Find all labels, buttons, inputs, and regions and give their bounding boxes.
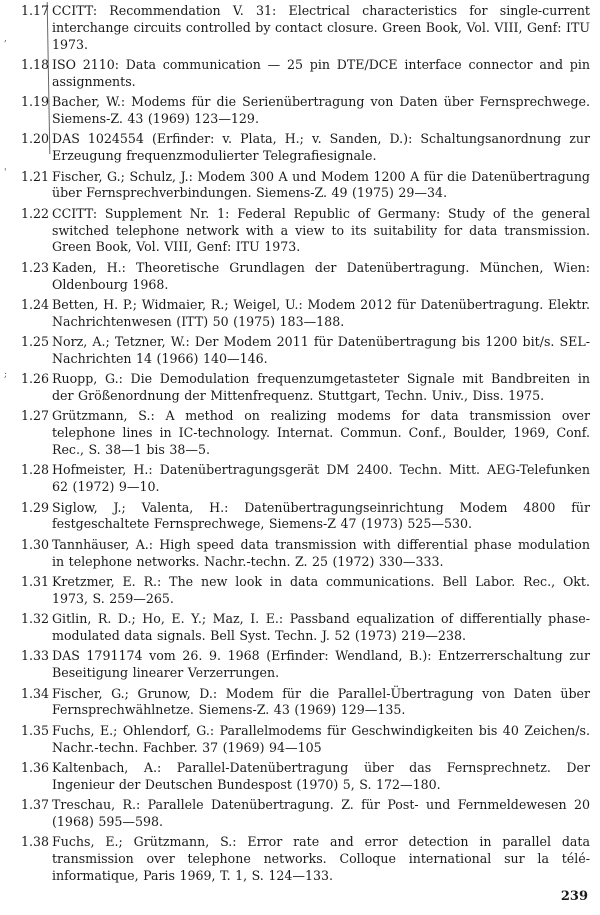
reference-text: Fuchs, E.; Ohlendorf, G.: Parallelmodems für Geschwindigkeiten bis 40 Zeichen/s. Nachr.-techn. Fachber. 37 (1969) 94—105 bbox=[52, 722, 590, 755]
reference-text: Fuchs, E.; Grützmann, S.: Error rate and error detection in parallel data transmission over telephone networks. Colloque international sur la télé-informatique, Paris 1969, T. 1, S. 124—133. bbox=[52, 834, 590, 883]
reference-number: 1.17 bbox=[20, 3, 49, 18]
reference-text: Hofmeister, H.: Datenübertragungsgerät DM 2400. Techn. Mitt. AEG-Telefunken 62 (1972) 9—10. bbox=[52, 462, 590, 495]
reference-entry bbox=[10, 574, 590, 608]
reference-number: 1.22 bbox=[20, 205, 49, 221]
reference-entry bbox=[10, 537, 590, 571]
reference-number: 1.30 bbox=[20, 536, 49, 552]
margin-mark: ; bbox=[4, 370, 8, 380]
reference-number: 1.38 bbox=[20, 834, 49, 850]
reference-text: Fischer, G.; Grunow, D.: Modem für die Parallel-Übertragung von Daten über Fernsprechwählnetze. Siemens-Z. 43 (1969) 129—135. bbox=[52, 685, 590, 718]
reference-number: 1.35 bbox=[20, 722, 49, 738]
reference-entry bbox=[10, 408, 590, 458]
reference-text: Tannhäuser, A.: High speed data transmission with differential phase modulation in telephone networks. Nachr.-techn. Z. 25 (1972) 330—333. bbox=[52, 536, 590, 569]
reference-entry bbox=[10, 760, 590, 794]
reference-entry bbox=[10, 297, 590, 331]
reference-entry bbox=[10, 169, 590, 203]
reference-text: Grützmann, S.: A method on realizing modems for data transmission over telephone lines in IC-technology. Internat. Commun. Conf., Boulder, 1969, Conf. Rec., S. 38—1 bis 38—5. bbox=[52, 408, 590, 458]
reference-text: Ruopp, G.: Die Demodulation frequenzumgetasteter Signale mit Bandbreiten in der Größenordnung der Mittenfrequenz. Stuttgart, Techn. Univ., Diss. 1975. bbox=[52, 371, 590, 404]
margin-mark: ' bbox=[4, 168, 7, 178]
reference-number: 1.18 bbox=[20, 56, 49, 72]
reference-text: Norz, A.; Tetzner, W.: Der Modem 2011 für Datenübertragung bis 1200 bit/s. SEL-Nachrichten 14 (1966) 140—146. bbox=[52, 334, 590, 366]
reference-text: CCITT: Supplement Nr. 1: Federal Republic of Germany: Study of the general switched telephone network with a view to its suitability for data transmission. Green Book, Vol. VIII, Genf: ITU 1973. bbox=[52, 205, 590, 255]
reference-number: 1.33 bbox=[20, 648, 49, 664]
reference-entry bbox=[10, 131, 590, 165]
reference-text: Gitlin, R. D.; Ho, E. Y.; Maz, I. E.: Passband equalization of differentially phase-modulated data signals. Bell Syst. Techn. J. 52 (1973) 219—238. bbox=[52, 611, 590, 643]
reference-entry bbox=[10, 723, 590, 757]
page-number: 239 bbox=[560, 889, 588, 904]
reference-text: DAS 1791174 vom 26. 9. 1968 (Erfinder: Wendland, B.): Entzerrerschaltung zur Beseitigung linearer Verzerrungen. bbox=[52, 648, 590, 681]
reference-number: 1.31 bbox=[20, 574, 49, 590]
reference-number: 1.21 bbox=[20, 168, 49, 184]
reference-text: DAS 1024554 (Erfinder: v. Plata, H.; v. Sanden, D.): Schaltungsanordnung zur Erzeugung frequenzmodulierter Telegrafiesignale. bbox=[52, 131, 590, 164]
reference-number: 1.24 bbox=[20, 296, 49, 312]
reference-entry bbox=[10, 334, 590, 368]
reference-entry bbox=[10, 57, 590, 91]
reference-number: 1.19 bbox=[20, 94, 49, 110]
reference-entry bbox=[10, 462, 590, 496]
reference-text: Kretzmer, E. R.: The new look in data communications. Bell Labor. Rec., Okt. 1973, S. 259—265. bbox=[52, 574, 590, 606]
reference-entry bbox=[10, 94, 590, 128]
reference-text: Bacher, W.: Modems für die Serienübertragung von Daten über Fernsprechwege. Siemens-Z. 43 (1969) 123—129. bbox=[52, 94, 590, 126]
reference-list bbox=[10, 3, 590, 888]
reference-text: Betten, H. P.; Widmaier, R.; Weigel, U.: Modem 2012 für Datenübertragung. Elektr. Nachrichtenwesen (ITT) 50 (1975) 183—188. bbox=[52, 296, 590, 329]
margin-mark: , bbox=[4, 34, 7, 44]
reference-entry bbox=[10, 500, 590, 534]
reference-number: 1.29 bbox=[20, 499, 49, 515]
reference-entry bbox=[10, 260, 590, 294]
reference-number: 1.36 bbox=[20, 759, 49, 775]
reference-number: 1.34 bbox=[20, 685, 49, 701]
reference-text: Siglow, J.; Valenta, H.: Datenübertragungseinrichtung Modem 4800 für festgeschaltete Fernsprechwege, Siemens-Z 47 (1973) 525—530. bbox=[52, 499, 590, 532]
reference-text: ISO 2110: Data communication — 25 pin DTE/DCE interface connector and pin assignments. bbox=[52, 56, 590, 89]
reference-entry bbox=[10, 3, 590, 53]
reference-number: 1.28 bbox=[20, 462, 49, 478]
reference-entry bbox=[10, 797, 590, 831]
reference-number: 1.20 bbox=[20, 131, 49, 147]
reference-number: 1.23 bbox=[20, 259, 49, 275]
reference-entry bbox=[10, 648, 590, 682]
reference-entry bbox=[10, 834, 590, 884]
reference-number: 1.26 bbox=[20, 371, 49, 387]
reference-entry bbox=[10, 206, 590, 256]
reference-number: 1.25 bbox=[20, 334, 49, 350]
reference-text: CCITT: Recommendation V. 31: Electrical characteristics for single-current interchange circuits controlled by contact closure. Green Book, Vol. VIII, Genf: ITU 1973. bbox=[52, 3, 590, 52]
reference-text: Fischer, G.; Schulz, J.: Modem 300 A und Modem 1200 A für die Datenübertragung über Fernsprechverbindungen. Siemens-Z. 49 (1975) 29—34. bbox=[52, 168, 590, 201]
reference-text: Treschau, R.: Parallele Datenübertragung. Z. für Post- und Fernmeldewesen 20 (1968) 595—598. bbox=[52, 797, 590, 829]
reference-number: 1.27 bbox=[20, 408, 49, 424]
reference-text: Kaden, H.: Theoretische Grundlagen der Datenübertragung. München, Wien: Oldenbourg 1968. bbox=[52, 259, 590, 292]
reference-entry bbox=[10, 611, 590, 645]
reference-text: Kaltenbach, A.: Parallel-Datenübertragung über das Fernsprechnetz. Der Ingenieur der Deutschen Bundespost (1970) 5, S. 172—180. bbox=[52, 759, 590, 792]
reference-number: 1.37 bbox=[20, 797, 49, 813]
reference-entry bbox=[10, 371, 590, 405]
reference-entry bbox=[10, 686, 590, 720]
reference-number: 1.32 bbox=[20, 611, 49, 627]
